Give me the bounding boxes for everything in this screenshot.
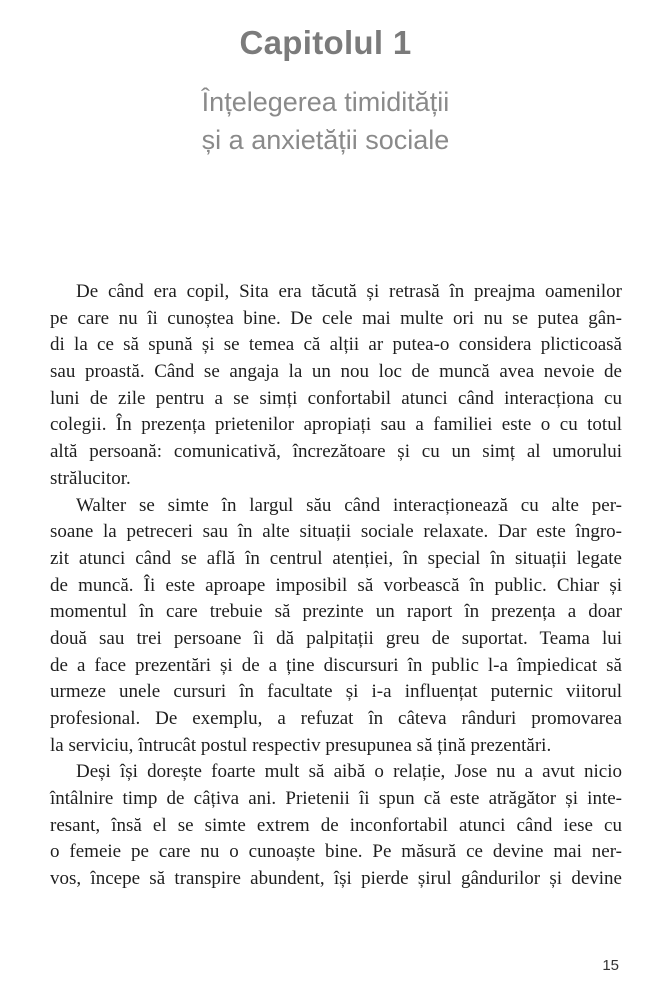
text-line: De când era copil, Sita era tăcută și retrasă în preajma oamenilor: [76, 281, 622, 302]
text-line: di la ce să spună și se temea că alții ar putea-o considera plicticoasă: [50, 334, 622, 356]
text-line: întâlnire timp de câțiva ani. Prietenii îi spun că este atrăgător și inte-: [50, 788, 622, 810]
text-line: sau proastă. Când se angaja la un nou loc de muncă avea nevoie de: [50, 361, 622, 383]
text-line: de muncă. Îi este aproape imposibil să vorbească în public. Chiar și: [50, 574, 622, 596]
text-line: altă persoană: comunicativă, încrezătoare și cu un simț al umorului: [50, 441, 622, 463]
text-line: urmeze unele cursuri în facultate și i-a influențat puternic viitorul: [50, 681, 622, 703]
body-text: [50, 279, 622, 893]
chapter-subtitle: [0, 83, 651, 159]
text-line: colegii. În prezența prietenilor apropiați sau a familiei este o cu totul: [50, 414, 622, 436]
text-line: strălucitor.: [50, 467, 131, 489]
text-line: Deși își dorește foarte mult să aibă o relație, Jose nu a avut nicio: [76, 761, 622, 783]
paragraph-sita: [50, 279, 622, 493]
text-line: resant, însă el se simte extrem de inconfortabil atunci când iese cu: [50, 814, 622, 836]
chapter-title: Capitolul 1: [239, 24, 412, 61]
text-line: Walter se simte în largul său când interacționează cu alte per-: [76, 494, 622, 516]
text-line: momentul în care trebuie să prezinte un raport în prezența a doar: [50, 601, 622, 623]
page-number: 15: [602, 957, 619, 974]
paragraph-walter: [50, 493, 622, 760]
text-line: profesional. De exemplu, a refuzat în câteva rânduri promovarea: [50, 708, 622, 729]
text-line: la serviciu, întrucât postul respectiv presupunea să țină prezentări.: [50, 734, 552, 756]
text-line: o femeie pe care nu o cunoaște bine. Pe măsură ce devine mai ner-: [50, 841, 622, 863]
text-line: vos, începe să transpire abundent, își pierde șirul gândurilor și devine: [50, 868, 622, 890]
text-line: pe care nu îi cunoștea bine. De cele mai multe ori nu se putea gân-: [50, 307, 622, 329]
text-line: soane la petreceri sau în alte situații sociale relaxate. Dar este îngro-: [50, 521, 622, 543]
text-line: de a face prezentări și de a ține discursuri în public l-a împiedicat să: [50, 654, 622, 676]
paragraph-jose: [50, 759, 622, 892]
text-line: luni de zile pentru a se simți confortabil atunci când interacționa cu: [50, 387, 622, 409]
text-line: două sau trei persoane îi dă palpitații greu de suportat. Teama lui: [50, 627, 622, 649]
chapter-subtitle-line: și a anxietății sociale: [201, 125, 450, 155]
text-line: zit atunci când se află în centrul atenției, în special în situații legate: [50, 547, 622, 569]
chapter-subtitle-line: Înțelegerea timidității: [201, 87, 450, 117]
